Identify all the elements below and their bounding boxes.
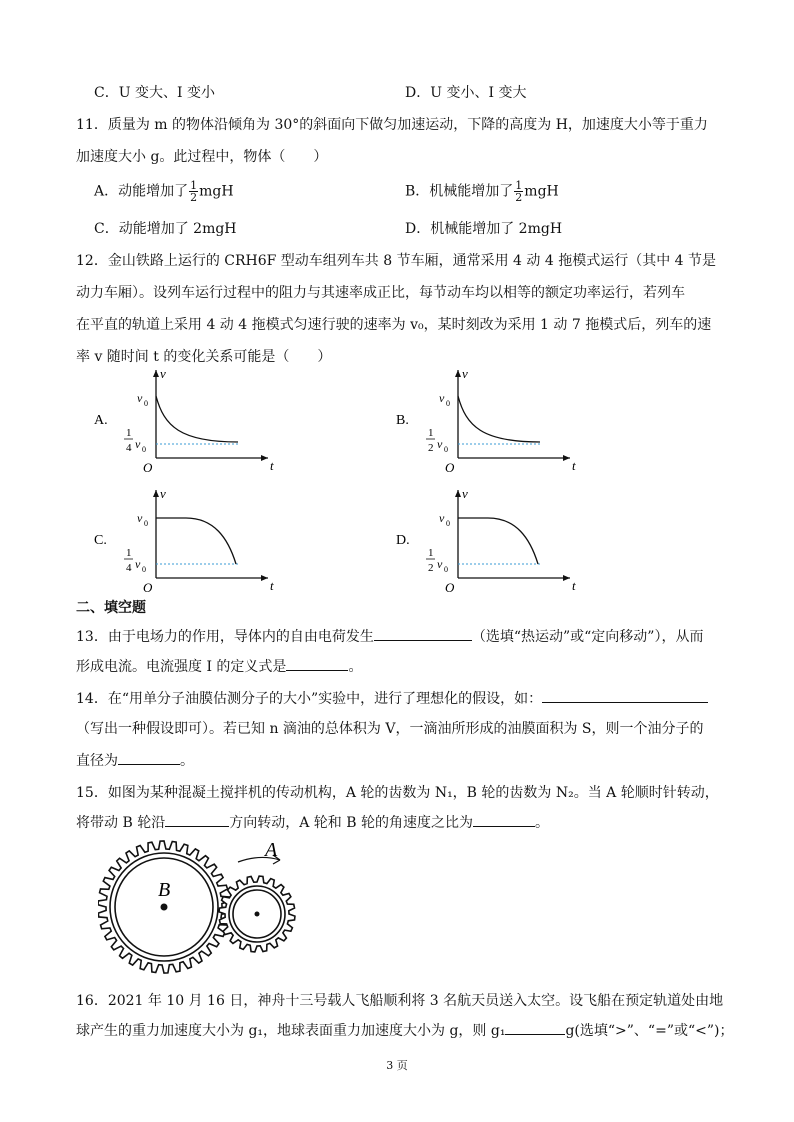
tick-label-v0-sub: 0 bbox=[142, 565, 146, 574]
tick-label-v0: v bbox=[135, 557, 141, 571]
axis-label-v: v bbox=[462, 366, 468, 381]
tick-label-v0: v bbox=[439, 391, 445, 405]
tick-label-v0: v bbox=[437, 557, 443, 571]
axis-label-t: t bbox=[270, 458, 274, 473]
axis-label-t: t bbox=[572, 578, 576, 593]
graph-option-label: C. bbox=[94, 533, 107, 548]
q10-option-c: C．U 变大、I 变小 bbox=[94, 85, 215, 101]
q16-line1: 16．2021 年 10 月 16 日，神舟十三号载人飞船顺利将 3 名航天员送入太空。设飞船在预定轨道处由地 bbox=[76, 993, 724, 1009]
axis-label-t: t bbox=[572, 458, 576, 473]
answer-blank[interactable] bbox=[505, 1020, 565, 1035]
answer-blank[interactable] bbox=[165, 812, 229, 827]
q11-option-b: B．机械能增加了 $\frac{1}{2}$ mgH bbox=[405, 179, 559, 204]
axis-label-v: v bbox=[160, 366, 166, 381]
q14-line2: （写出一种假设即可）。若已知 n 滴油的总体积为 V，一滴油所形成的油膜面积为 S，则一个油分子的 bbox=[76, 721, 704, 737]
fraction-numerator: 1 bbox=[126, 547, 132, 559]
arrowhead-icon bbox=[455, 490, 461, 497]
q11-option-d: D．机械能增加了 2mgH bbox=[405, 221, 563, 237]
arrowhead-icon bbox=[563, 575, 570, 581]
gear-b-label: B bbox=[158, 879, 171, 901]
tick-label-v0: v bbox=[137, 391, 143, 405]
q13-line2: 形成电流。电流强度 I 的定义式是 。 bbox=[76, 656, 362, 676]
fraction-denominator: 4 bbox=[126, 562, 132, 574]
axis-label-t: t bbox=[270, 578, 274, 593]
tick-label-v0-sub: 0 bbox=[446, 399, 450, 408]
q12-stem-line4: 率 v 随时间 t 的变化关系可能是（ ） bbox=[76, 349, 332, 365]
axis-label-v: v bbox=[462, 486, 468, 501]
q11-option-c: C．动能增加了 2mgH bbox=[94, 221, 237, 237]
q12-stem-line2: 动力车厢）。设列车运行过程中的阻力与其速率成正比，每节动车均以相等的额定功率运行，若列车 bbox=[76, 285, 685, 301]
tick-label-v0: v bbox=[439, 511, 445, 525]
gear-diagram bbox=[98, 836, 298, 986]
axis-label-v: v bbox=[160, 486, 166, 501]
q15-line2: 将带动 B 轮沿 方向转动，A 轮和 B 轮的角速度之比为 。 bbox=[76, 812, 549, 832]
fraction: $\frac{1}{2}$ bbox=[190, 179, 198, 204]
q14-line3: 直径为 。 bbox=[76, 750, 194, 770]
arrowhead-icon bbox=[563, 455, 570, 461]
graph-option-label: B. bbox=[396, 413, 409, 428]
gear-a-label: A bbox=[265, 839, 278, 861]
answer-blank[interactable] bbox=[118, 750, 180, 765]
fraction-denominator: 2 bbox=[428, 562, 434, 574]
tick-label-v0-sub: 0 bbox=[144, 519, 148, 528]
tick-label-v0-sub: 0 bbox=[142, 445, 146, 454]
answer-blank[interactable] bbox=[374, 626, 472, 641]
fraction: $\frac{1}{2}$ bbox=[515, 179, 523, 204]
q14-line1: 14．在“用单分子油膜估测分子的大小”实验中，进行了理想化的假设，如： bbox=[76, 688, 708, 708]
page-number: 3 页 bbox=[386, 1059, 408, 1072]
q11-stem-line1: 11．质量为 m 的物体沿倾角为 30°的斜面向下做匀加速运动，下降的高度为 H，加速度大小等于重力 bbox=[76, 117, 708, 133]
q10-option-d: D．U 变小、I 变大 bbox=[405, 85, 527, 101]
fraction-denominator: 4 bbox=[126, 442, 132, 454]
tick-label-v0-sub: 0 bbox=[446, 519, 450, 528]
velocity-curve bbox=[156, 396, 238, 442]
answer-blank[interactable] bbox=[542, 688, 708, 703]
arrowhead-icon bbox=[261, 575, 268, 581]
tick-label-v0: v bbox=[137, 511, 143, 525]
tick-label-v0-sub: 0 bbox=[444, 445, 448, 454]
section-title: 二、填空题 bbox=[76, 600, 146, 616]
tick-label-v0-sub: 0 bbox=[144, 399, 148, 408]
arrowhead-icon bbox=[153, 490, 159, 497]
fraction-numerator: 1 bbox=[428, 547, 434, 559]
tick-label-v0-sub: 0 bbox=[444, 565, 448, 574]
q12-stem-line3: 在平直的轨道上采用 4 动 4 拖模式匀速行驶的速率为 v₀，某时刻改为采用 1 动 7 拖模式后，列车的速 bbox=[76, 317, 712, 333]
velocity-curve bbox=[156, 518, 236, 564]
gear-a-center bbox=[255, 912, 260, 917]
q11-stem-line2: 加速度大小 g。此过程中，物体（ ） bbox=[76, 149, 328, 165]
arrowhead-icon bbox=[153, 370, 159, 377]
q12-stem-line1: 12．金山铁路上运行的 CRH6F 型动车组列车共 8 节车厢，通常采用 4 动 4 拖模式运行（其中 4 节是 bbox=[76, 253, 717, 269]
graph-option-label: A. bbox=[94, 413, 108, 428]
tick-label-v0: v bbox=[135, 437, 141, 451]
answer-blank[interactable] bbox=[473, 812, 535, 827]
q11-option-a: A．动能增加了 $\frac{1}{2}$ mgH bbox=[94, 179, 234, 204]
fraction-numerator: 1 bbox=[428, 427, 434, 439]
velocity-curve bbox=[458, 518, 538, 564]
gear-b-center bbox=[161, 904, 168, 911]
origin-label: O bbox=[143, 460, 153, 475]
q16-line2: 球产生的重力加速度大小为 g₁，地球表面重力加速度大小为 g，则 g₁ g(选填“>”、“=”或“<”)； bbox=[76, 1020, 734, 1040]
origin-label: O bbox=[445, 580, 455, 595]
fraction-denominator: 2 bbox=[428, 442, 434, 454]
arrowhead-icon bbox=[455, 370, 461, 377]
answer-blank[interactable] bbox=[286, 656, 348, 671]
tick-label-v0: v bbox=[437, 437, 443, 451]
velocity-curve bbox=[458, 396, 540, 442]
arrowhead-icon bbox=[261, 455, 268, 461]
origin-label: O bbox=[143, 580, 153, 595]
fraction-numerator: 1 bbox=[126, 427, 132, 439]
graph-option-label: D. bbox=[396, 533, 410, 548]
origin-label: O bbox=[445, 460, 455, 475]
q13-line1: 13．由于电场力的作用，导体内的自由电荷发生 （选填“热运动”或“定向移动”），从而 bbox=[76, 626, 703, 646]
q15-line1: 15．如图为某种混凝土搅拌机的传动机构，A 轮的齿数为 N₁，B 轮的齿数为 N₂。当 A 轮顺时针转动， bbox=[76, 785, 719, 801]
